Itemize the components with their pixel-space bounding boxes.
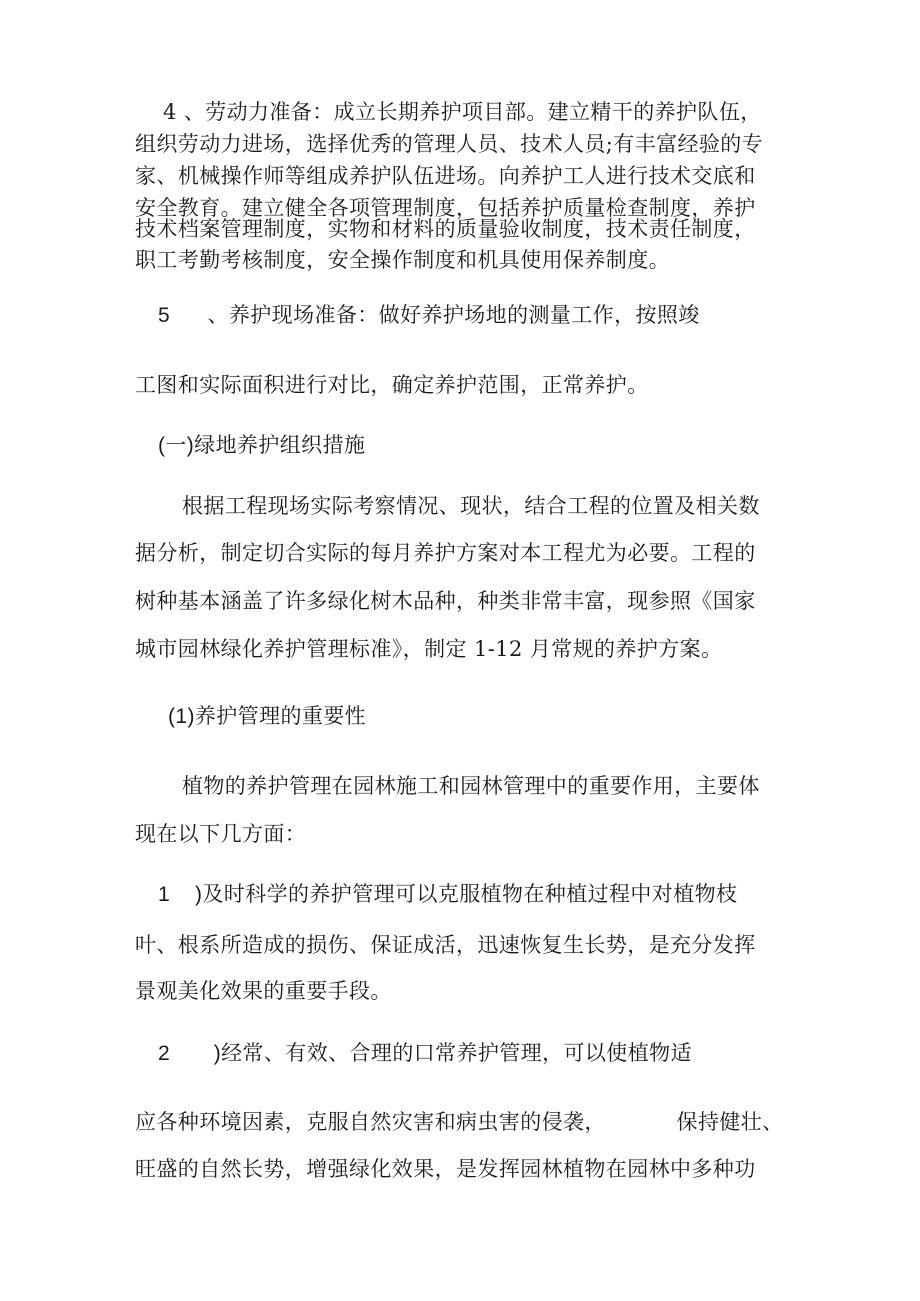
text-line: 据分析，制定切合实际的每月养护方案对本工程尤为必要。工程的 [135,541,756,565]
text-line: 技术档案管理制度，实物和材料的质量验收制度，技术责任制度， [135,217,756,241]
text-line: 城市园林绿化养护管理标准》，制定 1-12 月常规的养护方案。 [135,637,723,661]
text-line: 景观美化效果的重要手段。 [135,979,392,1003]
text-line: 叶、根系所造成的损伤、保证成活，迅速恢复生长势，是充分发挥 [135,933,756,957]
text-line: 工图和实际面积进行对比，确定养护范围，正常养护。 [135,373,649,397]
text-line: 应各种环境因素，克服自然灾害和病虫害的侵袭， 保持健壮、 [135,1110,784,1134]
text-line: 现在以下几方面： [135,822,307,846]
text-line: 2 )经常、有效、合理的口常养护管理，可以使植物适 [158,1042,692,1065]
text-line: 家、机械操作师等组成养护队伍进场。向养护工人进行技术交底和 [135,164,756,188]
text-line: 组织劳动力进场，选择优秀的管理人员、技术人员;有丰富经验的专 [135,132,764,156]
text-line: 旺盛的自然长势，增强绿化效果，是发挥园林植物在园林中多种功 [135,1157,756,1181]
text-line: 职工考勤考核制度，安全操作制度和机具使用保养制度。 [135,248,670,272]
section-heading: (一)绿地养护组织措施 [158,434,366,457]
text-line: 5 、养护现场准备：做好养护场地的测量工作，按照竣 [158,304,700,327]
text-line: 树种基本涵盖了许多绿化树木品种，种类非常丰富，现参照《国家 [135,589,756,613]
text-line: 根据工程现场实际考察情况、现状，结合工程的位置及相关数 [182,494,760,518]
text-line: 1 )及时科学的养护管理可以克服植物在种植过程中对植物枝 [158,883,738,906]
text-line: 植物的养护管理在园林施工和园林管理中的重要作用，主要体 [182,774,760,798]
subsection-heading: (1)养护管理的重要性 [168,705,367,728]
text-line: 4 、劳动力准备：成立长期养护项目部。建立精干的养护队伍， [163,100,762,124]
text-line: 安全教育。建立健全各项管理制度，包括养护质量检查制度，养护 [135,196,756,220]
